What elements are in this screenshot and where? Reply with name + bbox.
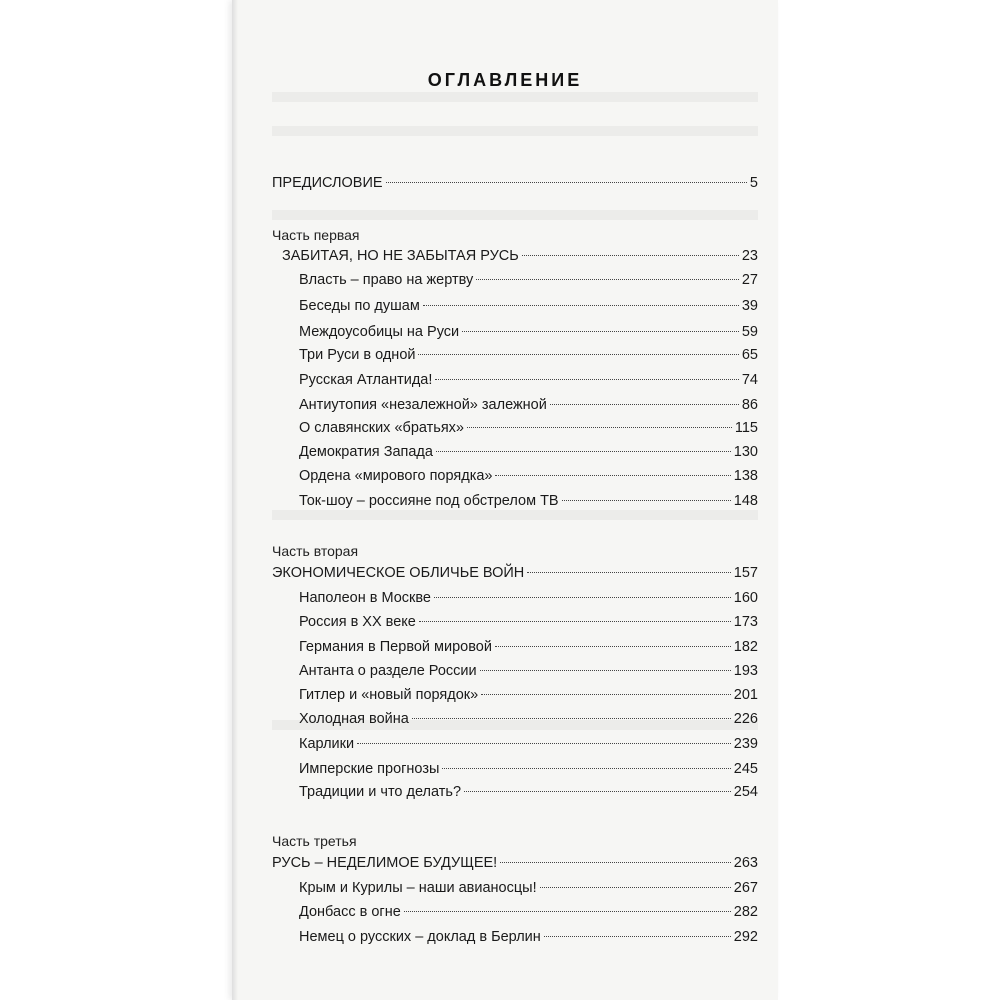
toc-entry-label: ЭКОНОМИЧЕСКОЕ ОБЛИЧЬЕ ВОЙН [272,565,525,581]
toc-entry-label: ПРЕДИСЛОВИЕ [272,175,383,191]
toc-entry-page: 254 [733,784,758,800]
dot-leader [423,305,739,306]
toc-entry-part-title[interactable] [272,562,758,584]
dot-leader [412,718,731,719]
toc-entry-page: 65 [741,347,758,363]
toc-entry-chapter[interactable] [299,587,758,609]
page-gutter-shadow [232,0,238,1000]
part-label: Часть третья [272,833,357,849]
dot-leader [434,597,731,598]
toc-entry-label: Имперские прогнозы [299,761,440,777]
toc-entry-label: Германия в Первой мировой [299,639,492,655]
dot-leader [467,427,732,428]
toc-entry-page: 292 [733,929,758,945]
show-through-line [272,92,758,102]
toc-entry-chapter[interactable] [299,441,758,463]
toc-entry-chapter[interactable] [299,269,758,291]
toc-entry-chapter[interactable] [299,295,758,317]
toc-entry-page: 173 [733,614,758,630]
toc-entry-label: Карлики [299,736,355,752]
toc-entry-label: Традиции и что делать? [299,784,462,800]
show-through-line [272,126,758,136]
toc-entry-page: 201 [733,687,758,703]
toc-entry-page: 59 [741,324,758,340]
toc-entry-label: Русская Атлантида! [299,372,433,388]
toc-entry-label: Россия в XX веке [299,614,416,630]
toc-entry-page: 160 [733,590,758,606]
dot-leader [481,694,731,695]
toc-entry-label: РУСЬ – НЕДЕЛИМОЕ БУДУЩЕЕ! [272,855,498,871]
dot-leader [404,911,731,912]
toc-entry-label: Ток-шоу – россияне под обстрелом ТВ [299,493,559,509]
toc-entry-label: Беседы по душам [299,298,420,314]
toc-entry-label: ЗАБИТАЯ, НО НЕ ЗАБЫТАЯ РУСЬ [282,248,519,264]
toc-entry-chapter[interactable] [299,636,758,658]
toc-entry-label: Немец о русских – доклад в Берлин [299,929,541,945]
toc-entry-label: Ордена «мирового порядка» [299,468,493,484]
toc-entry-label: Крым и Курилы – наши авианосцы! [299,880,537,896]
show-through-line [272,210,758,220]
dot-leader [357,743,731,744]
toc-entry-chapter[interactable] [299,417,758,439]
toc-entry-page: 157 [733,565,758,581]
dot-leader [527,572,731,573]
toc-entry-label: Демократия Запада [299,444,433,460]
toc-entry-label: О славянских «братьях» [299,420,464,436]
toc-entry-chapter[interactable] [299,321,758,343]
toc-entry-page: 182 [733,639,758,655]
toc-entry-page: 193 [733,663,758,679]
dot-leader [495,646,731,647]
toc-entry-chapter[interactable] [299,781,758,803]
dot-leader [462,331,739,332]
toc-entry-chapter[interactable] [299,465,758,487]
part-label: Часть первая [272,227,360,243]
toc-entry-label: Власть – право на жертву [299,272,474,288]
toc-entry-label: Антиутопия «незалежной» залежной [299,397,547,413]
toc-entry-chapter[interactable] [299,490,758,512]
toc-entry-label: Гитлер и «новый порядок» [299,687,479,703]
toc-entry-label: Междоусобицы на Руси [299,324,460,340]
dot-leader [480,670,731,671]
toc-entry-page: 282 [733,904,758,920]
toc-entry-label: Антанта о разделе России [299,663,477,679]
toc-entry-chapter[interactable] [299,660,758,682]
toc-entry-page: 86 [741,397,758,413]
toc-entry-page: 74 [741,372,758,388]
toc-entry-chapter[interactable] [299,684,758,706]
toc-entry-chapter[interactable] [299,733,758,755]
toc-entry-label: Три Руси в одной [299,347,416,363]
toc-entry-label: Наполеон в Москве [299,590,431,606]
dot-leader [464,791,731,792]
dot-leader [435,379,738,380]
dot-leader [500,862,731,863]
toc-entry-chapter[interactable] [299,758,758,780]
toc-entry-label: Донбасс в огне [299,904,401,920]
toc-entry-chapter[interactable] [299,369,758,391]
dot-leader [495,475,730,476]
toc-entry-page: 239 [733,736,758,752]
toc-entry-page: 263 [733,855,758,871]
toc-entry-chapter[interactable] [299,394,758,416]
toc-entry-chapter[interactable] [299,344,758,366]
dot-leader [386,182,747,183]
toc-entry-label: Холодная война [299,711,409,727]
dot-leader [522,255,739,256]
toc-entry-page: 5 [749,175,758,191]
toc-entry-page: 39 [741,298,758,314]
dot-leader [476,279,739,280]
part-label: Часть вторая [272,543,359,559]
toc-entry-page: 130 [733,444,758,460]
toc-entry-chapter[interactable] [299,926,758,948]
toc-entry-preface[interactable] [272,172,758,194]
dot-leader [418,354,738,355]
dot-leader [544,936,731,937]
toc-entry-chapter[interactable] [299,708,758,730]
dot-leader [562,500,731,501]
toc-entry-page: 267 [733,880,758,896]
toc-entry-page: 23 [741,248,758,264]
dot-leader [419,621,731,622]
toc-entry-page: 27 [741,272,758,288]
toc-entry-page: 226 [733,711,758,727]
toc-entry-page: 115 [734,420,758,436]
toc-entry-chapter[interactable] [299,877,758,899]
toc-entry-part-title[interactable] [282,245,758,267]
dot-leader [442,768,730,769]
dot-leader [540,887,731,888]
toc-entry-page: 138 [733,468,758,484]
dot-leader [550,404,739,405]
toc-entry-page: 148 [733,493,758,509]
toc-entry-page: 245 [733,761,758,777]
toc-entry-chapter[interactable] [299,901,758,923]
toc-entry-chapter[interactable] [299,611,758,633]
page-title: ОГЛАВЛЕНИЕ [427,70,583,90]
dot-leader [436,451,731,452]
toc-entry-part-title[interactable] [272,852,758,874]
